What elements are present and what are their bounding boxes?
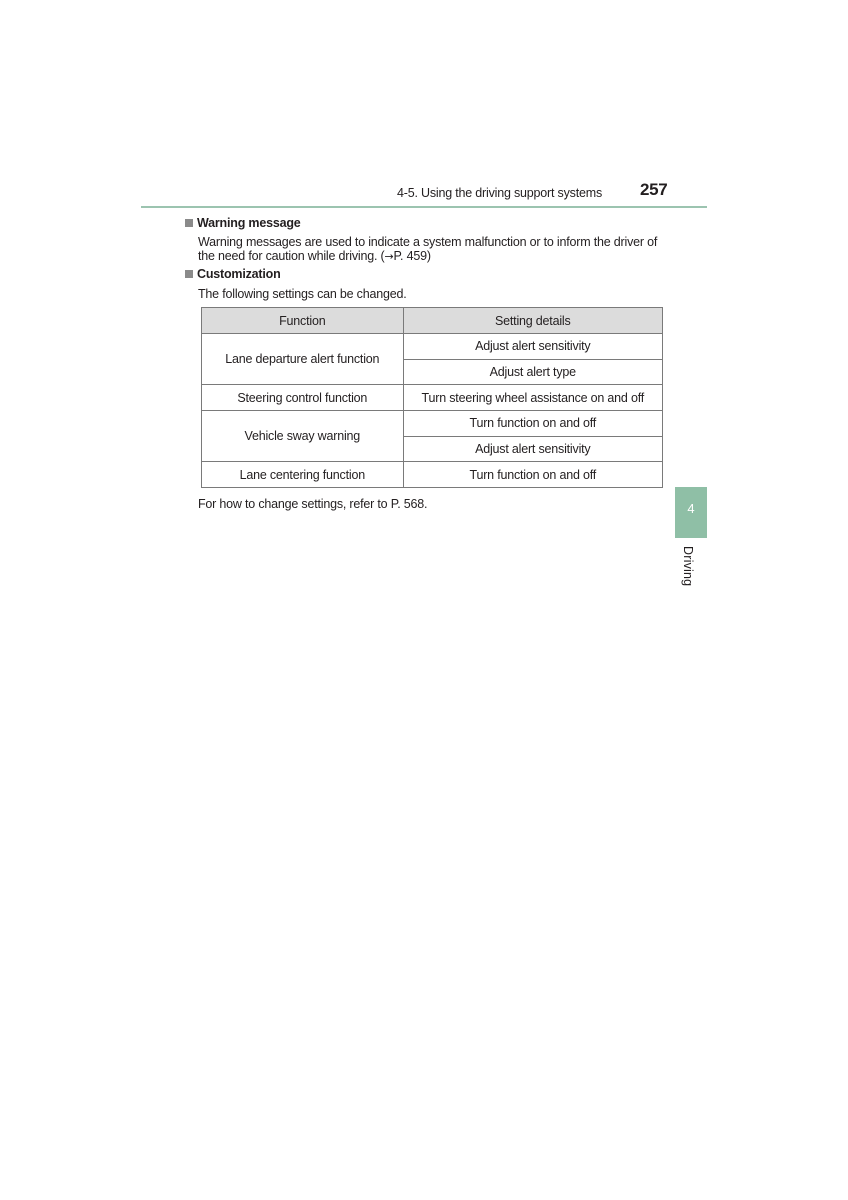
right-arrow-icon: →	[384, 250, 394, 263]
table-row	[202, 334, 663, 360]
warning-message-text	[198, 235, 668, 264]
square-bullet-icon	[185, 219, 193, 227]
warning-text-line2-start: the need for caution while driving. (	[198, 249, 385, 263]
chapter-tab[interactable]: 4	[675, 487, 707, 538]
function-cell: Steering control function	[202, 385, 404, 411]
setting-cell: Adjust alert sensitivity	[403, 334, 662, 360]
function-cell: Vehicle sway warning	[202, 411, 404, 462]
function-cell: Lane departure alert function	[202, 334, 404, 385]
table-row	[202, 411, 663, 437]
settings-table	[201, 307, 663, 488]
column-header-function: Function	[202, 308, 404, 334]
table-row	[202, 385, 663, 411]
customization-heading	[185, 267, 281, 281]
table-row	[202, 462, 663, 488]
page-number: 257	[640, 180, 668, 199]
header-divider	[141, 206, 707, 208]
square-bullet-icon	[185, 270, 193, 278]
setting-cell: Adjust alert type	[403, 359, 662, 385]
customization-heading-text: Customization	[197, 267, 281, 281]
setting-cell: Turn steering wheel assistance on and off	[403, 385, 662, 411]
warning-message-heading	[185, 216, 301, 230]
setting-cell: Turn function on and off	[403, 411, 662, 437]
table-header-row	[202, 308, 663, 334]
warning-text-line1: Warning messages are used to indicate a system malfunction or to inform the driver of	[198, 235, 658, 249]
settings-footer-note: For how to change settings, refer to P. 568.	[198, 497, 428, 511]
section-title: 4-5. Using the driving support systems	[397, 186, 602, 200]
page-reference-link[interactable]: P. 459)	[393, 249, 431, 263]
function-cell: Lane centering function	[202, 462, 404, 488]
setting-cell: Adjust alert sensitivity	[403, 436, 662, 462]
warning-heading-text: Warning message	[197, 216, 301, 230]
column-header-setting-details: Setting details	[403, 308, 662, 334]
setting-cell: Turn function on and off	[403, 462, 662, 488]
chapter-label: Driving	[681, 546, 695, 587]
customization-intro: The following settings can be changed.	[198, 287, 407, 301]
